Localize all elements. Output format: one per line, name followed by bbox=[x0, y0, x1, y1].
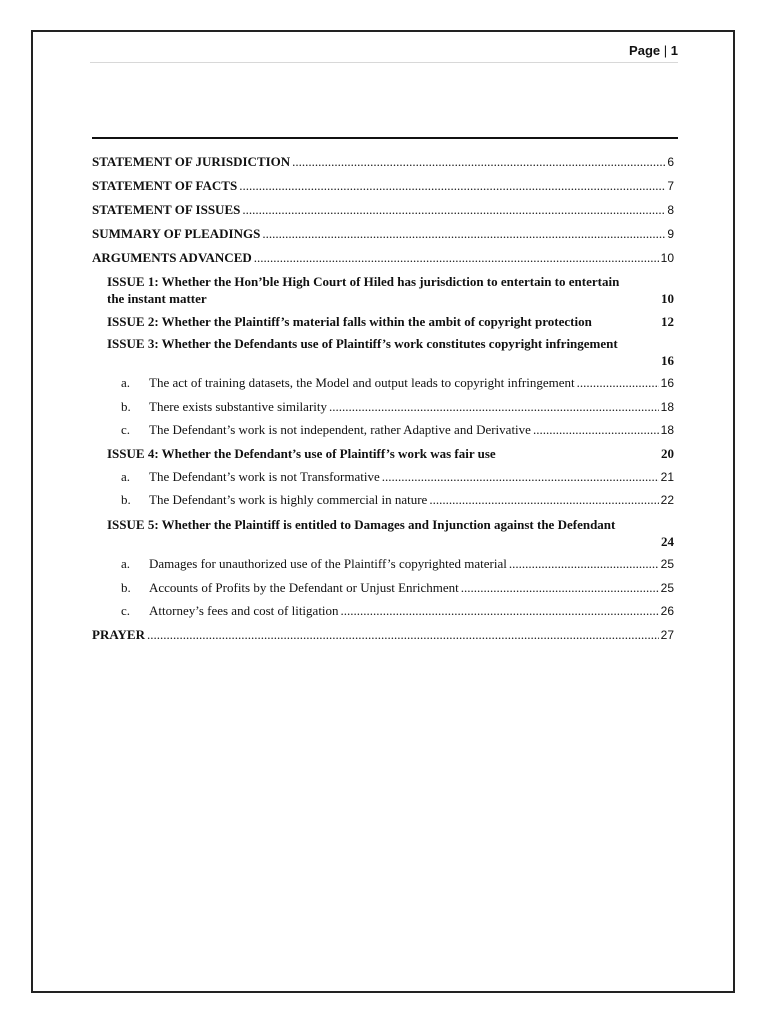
dot-leader bbox=[239, 178, 665, 194]
toc-entry-title: ARGUMENTS ADVANCED bbox=[92, 250, 252, 265]
toc-entry-page: 10 bbox=[660, 251, 674, 265]
toc-subentry-title: The Defendant’s work is highly commercial in nature bbox=[149, 492, 428, 507]
dot-leader bbox=[533, 422, 659, 438]
toc-subentry-marker: a. bbox=[121, 556, 131, 571]
toc-subentry-page: 22 bbox=[660, 493, 674, 507]
toc-entry-pleadings[interactable] bbox=[92, 226, 674, 242]
dot-leader bbox=[341, 603, 659, 619]
toc-subentry-marker: c. bbox=[121, 422, 131, 437]
toc-entry-title: PRAYER bbox=[92, 627, 145, 642]
dot-leader bbox=[292, 154, 665, 170]
toc-entry-title: STATEMENT OF FACTS bbox=[92, 178, 238, 193]
toc-subentry-page: 25 bbox=[660, 581, 674, 595]
page-label: Page bbox=[629, 43, 661, 58]
toc-subentry-title: Damages for unauthorized use of the Plaintiff’s copyrighted material bbox=[149, 556, 507, 571]
dot-leader bbox=[577, 375, 659, 391]
toc-subentry-title: Accounts of Profits by the Defendant or Unjust Enrichment bbox=[149, 580, 459, 595]
toc-subentry-marker: a. bbox=[121, 375, 131, 390]
toc-subentry-title: There exists substantive similarity bbox=[149, 399, 327, 414]
toc-entry-page: 8 bbox=[667, 203, 674, 217]
toc-entry-jurisdiction[interactable] bbox=[92, 154, 674, 170]
toc-issue-title: ISSUE 3: Whether the Defendants use of Plaintiff’s work constitutes copyright infringement bbox=[107, 336, 618, 351]
toc-issue-title: ISSUE 5: Whether the Plaintiff is entitled to Damages and Injunction against the Defendant bbox=[107, 517, 616, 532]
toc-subentry-4b[interactable] bbox=[121, 492, 674, 508]
toc-issue-page: 12 bbox=[661, 314, 674, 329]
toc-issue-1[interactable] bbox=[107, 273, 674, 307]
dot-leader bbox=[509, 556, 659, 572]
dot-leader bbox=[329, 399, 659, 415]
toc-issue-title: ISSUE 1: Whether the Hon’ble High Court of Hiled has jurisdiction to entertain to entertain bbox=[107, 274, 620, 289]
toc-entry-title: STATEMENT OF ISSUES bbox=[92, 202, 241, 217]
toc-issue-page: 20 bbox=[661, 446, 674, 461]
toc-subentry-3b[interactable] bbox=[121, 399, 674, 415]
toc-entry-title: SUMMARY OF PLEADINGS bbox=[92, 226, 261, 241]
toc-subentry-marker: c. bbox=[121, 603, 131, 618]
toc-subentry-5a[interactable] bbox=[121, 556, 674, 572]
toc-issue-title: ISSUE 4: Whether the Defendant’s use of Plaintiff’s work was fair use bbox=[107, 446, 496, 461]
toc-subentry-title: The act of training datasets, the Model and output leads to copyright infringement bbox=[149, 375, 575, 390]
toc-entry-prayer[interactable] bbox=[92, 627, 674, 643]
toc-issue-page: 24 bbox=[661, 534, 674, 549]
toc-subentry-page: 26 bbox=[660, 604, 674, 618]
toc-issue-page: 10 bbox=[661, 291, 674, 306]
toc-issue-page: 16 bbox=[661, 353, 674, 368]
dot-leader bbox=[461, 580, 659, 596]
dot-leader bbox=[429, 492, 658, 508]
toc-issue-title-cont: the instant matter bbox=[107, 291, 207, 306]
toc-subentry-page: 25 bbox=[660, 557, 674, 571]
toc-subentry-marker: b. bbox=[121, 580, 131, 595]
toc-entry-issues[interactable] bbox=[92, 202, 674, 218]
dot-leader bbox=[382, 469, 659, 485]
toc-subentry-title: The Defendant’s work is not independent, rather Adaptive and Derivative bbox=[149, 422, 531, 437]
toc-issue-3[interactable] bbox=[107, 335, 674, 369]
toc-entry-page: 27 bbox=[660, 628, 674, 642]
page-border bbox=[31, 30, 735, 993]
page-separator: | bbox=[663, 43, 668, 58]
toc-subentry-4a[interactable] bbox=[121, 469, 674, 485]
toc-entry-facts[interactable] bbox=[92, 178, 674, 194]
toc-subentry-page: 16 bbox=[660, 376, 674, 390]
toc-subentry-title: The Defendant’s work is not Transformative bbox=[149, 469, 380, 484]
toc-subentry-page: 18 bbox=[660, 423, 674, 437]
dot-leader bbox=[147, 627, 659, 643]
toc-entry-page: 9 bbox=[667, 227, 674, 241]
toc-entry-arguments[interactable] bbox=[92, 250, 674, 266]
toc-subentry-title: Attorney’s fees and cost of litigation bbox=[149, 603, 339, 618]
toc-entry-title: STATEMENT OF JURISDICTION bbox=[92, 154, 291, 169]
toc-entry-page: 7 bbox=[667, 179, 674, 193]
toc-subentry-3a[interactable] bbox=[121, 375, 674, 391]
dot-leader bbox=[242, 202, 665, 218]
page-header bbox=[90, 42, 678, 63]
toc-issue-2[interactable] bbox=[107, 313, 674, 330]
toc-subentry-marker: a. bbox=[121, 469, 131, 484]
toc-top-rule bbox=[92, 137, 678, 139]
toc-subentry-page: 18 bbox=[660, 400, 674, 414]
page-number: 1 bbox=[670, 43, 678, 58]
toc-subentry-5b[interactable] bbox=[121, 580, 674, 596]
toc-subentry-3c[interactable] bbox=[121, 422, 674, 438]
dot-leader bbox=[254, 250, 659, 266]
toc-subentry-marker: b. bbox=[121, 399, 131, 414]
toc-subentry-marker: b. bbox=[121, 492, 131, 507]
toc-issue-4[interactable] bbox=[107, 445, 674, 462]
toc-subentry-page: 21 bbox=[660, 470, 674, 484]
dot-leader bbox=[262, 226, 665, 242]
toc-issue-title: ISSUE 2: Whether the Plaintiff’s material falls within the ambit of copyright protection bbox=[107, 314, 592, 329]
toc-subentry-5c[interactable] bbox=[121, 603, 674, 619]
toc-entry-page: 6 bbox=[667, 155, 674, 169]
toc-issue-5[interactable] bbox=[107, 516, 674, 550]
